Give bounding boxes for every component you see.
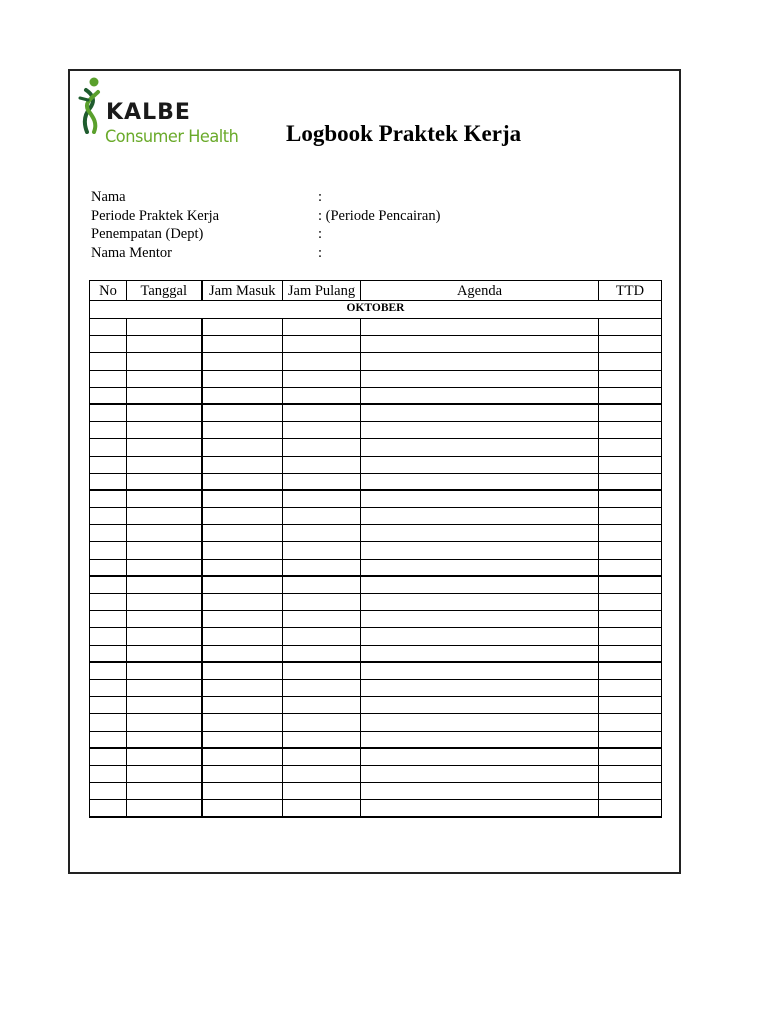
cell-ttd <box>599 559 662 576</box>
logbook-table <box>89 280 662 818</box>
cell-no <box>90 542 127 559</box>
table-row <box>90 576 662 593</box>
table-row <box>90 559 662 576</box>
cell-agenda <box>361 353 599 370</box>
cell-jam-masuk <box>202 319 283 336</box>
cell-agenda <box>361 576 599 593</box>
cell-no <box>90 576 127 593</box>
cell-no <box>90 490 127 507</box>
cell-jam-masuk <box>202 714 283 731</box>
cell-jam-masuk <box>202 490 283 507</box>
cell-jam-pulang <box>283 353 361 370</box>
cell-jam-pulang <box>283 645 361 662</box>
cell-agenda <box>361 594 599 611</box>
cell-jam-masuk <box>202 370 283 387</box>
cell-agenda <box>361 525 599 542</box>
cell-no <box>90 765 127 782</box>
cell-jam-masuk <box>202 662 283 679</box>
cell-ttd <box>599 525 662 542</box>
cell-no <box>90 525 127 542</box>
cell-tanggal <box>127 645 202 662</box>
cell-jam-pulang <box>283 748 361 765</box>
info-value: : <box>318 244 323 261</box>
cell-jam-pulang <box>283 490 361 507</box>
cell-agenda <box>361 679 599 696</box>
cell-no <box>90 439 127 456</box>
cell-ttd <box>599 662 662 679</box>
cell-jam-masuk <box>202 473 283 490</box>
cell-jam-pulang <box>283 611 361 628</box>
cell-ttd <box>599 370 662 387</box>
cell-tanggal <box>127 662 202 679</box>
cell-jam-pulang <box>283 765 361 782</box>
cell-ttd <box>599 542 662 559</box>
table-row <box>90 387 662 404</box>
info-value: : <box>318 226 323 242</box>
cell-tanggal <box>127 594 202 611</box>
cell-jam-pulang <box>283 662 361 679</box>
cell-jam-masuk <box>202 559 283 576</box>
table-row <box>90 628 662 645</box>
cell-jam-pulang <box>283 679 361 696</box>
cell-agenda <box>361 783 599 800</box>
cell-ttd <box>599 748 662 765</box>
table-row <box>90 662 662 679</box>
cell-jam-masuk <box>202 645 283 662</box>
table-row <box>90 542 662 559</box>
table-row <box>90 679 662 696</box>
table-row <box>90 525 662 542</box>
cell-no <box>90 748 127 765</box>
table-row <box>90 353 662 370</box>
cell-tanggal <box>127 731 202 748</box>
logo-brand-text: KALBE <box>106 100 191 125</box>
cell-ttd <box>599 576 662 593</box>
cell-jam-masuk <box>202 439 283 456</box>
cell-tanggal <box>127 542 202 559</box>
cell-jam-pulang <box>283 319 361 336</box>
cell-agenda <box>361 439 599 456</box>
cell-no <box>90 353 127 370</box>
cell-agenda <box>361 456 599 473</box>
cell-agenda <box>361 731 599 748</box>
table-row <box>90 645 662 662</box>
cell-no <box>90 404 127 421</box>
cell-tanggal <box>127 508 202 525</box>
cell-agenda <box>361 645 599 662</box>
table-row <box>90 765 662 782</box>
cell-agenda <box>361 662 599 679</box>
cell-jam-masuk <box>202 765 283 782</box>
cell-jam-masuk <box>202 387 283 404</box>
cell-agenda <box>361 748 599 765</box>
cell-jam-pulang <box>283 422 361 439</box>
cell-jam-masuk <box>202 525 283 542</box>
cell-ttd <box>599 645 662 662</box>
cell-agenda <box>361 697 599 714</box>
cell-tanggal <box>127 576 202 593</box>
table-row <box>90 319 662 336</box>
cell-ttd <box>599 456 662 473</box>
cell-tanggal <box>127 679 202 696</box>
document-title: Logbook Praktek Kerja <box>286 121 522 146</box>
table-row <box>90 439 662 456</box>
cell-tanggal <box>127 559 202 576</box>
table-row <box>90 731 662 748</box>
cell-jam-masuk <box>202 594 283 611</box>
cell-tanggal <box>127 714 202 731</box>
cell-no <box>90 731 127 748</box>
table-row <box>90 783 662 800</box>
table-row <box>90 456 662 473</box>
table-row <box>90 490 662 507</box>
cell-jam-masuk <box>202 576 283 593</box>
cell-ttd <box>599 628 662 645</box>
cell-ttd <box>599 473 662 490</box>
table-row <box>90 594 662 611</box>
cell-ttd <box>599 490 662 507</box>
cell-agenda <box>361 422 599 439</box>
cell-agenda <box>361 490 599 507</box>
logo-division-text: Consumer Health <box>105 127 239 147</box>
cell-no <box>90 387 127 404</box>
cell-jam-masuk <box>202 800 283 817</box>
cell-tanggal <box>127 353 202 370</box>
cell-agenda <box>361 559 599 576</box>
cell-jam-pulang <box>283 731 361 748</box>
cell-agenda <box>361 714 599 731</box>
cell-ttd <box>599 422 662 439</box>
table-row <box>90 422 662 439</box>
cell-agenda <box>361 387 599 404</box>
cell-jam-masuk <box>202 404 283 421</box>
header-no: No <box>90 281 127 301</box>
header-ttd: TTD <box>599 281 662 301</box>
cell-jam-pulang <box>283 783 361 800</box>
cell-no <box>90 473 127 490</box>
cell-jam-pulang <box>283 800 361 817</box>
cell-jam-pulang <box>283 714 361 731</box>
cell-tanggal <box>127 765 202 782</box>
cell-ttd <box>599 731 662 748</box>
header-agenda: Agenda <box>361 281 599 301</box>
cell-tanggal <box>127 404 202 421</box>
cell-no <box>90 645 127 662</box>
info-label: Nama Mentor <box>91 244 172 261</box>
cell-agenda <box>361 800 599 817</box>
cell-ttd <box>599 353 662 370</box>
cell-no <box>90 800 127 817</box>
cell-agenda <box>361 508 599 525</box>
cell-no <box>90 370 127 387</box>
cell-no <box>90 714 127 731</box>
cell-ttd <box>599 336 662 353</box>
cell-no <box>90 594 127 611</box>
cell-jam-pulang <box>283 473 361 490</box>
cell-ttd <box>599 319 662 336</box>
cell-no <box>90 559 127 576</box>
table-row <box>90 800 662 817</box>
kalbe-figure-icon <box>78 76 104 134</box>
cell-no <box>90 611 127 628</box>
cell-ttd <box>599 594 662 611</box>
cell-ttd <box>599 765 662 782</box>
cell-jam-pulang <box>283 576 361 593</box>
header-jam-masuk: Jam Masuk <box>202 281 283 301</box>
header-jam-pulang: Jam Pulang <box>283 281 361 301</box>
cell-ttd <box>599 783 662 800</box>
cell-no <box>90 422 127 439</box>
cell-jam-masuk <box>202 422 283 439</box>
cell-agenda <box>361 473 599 490</box>
cell-no <box>90 508 127 525</box>
cell-tanggal <box>127 319 202 336</box>
cell-tanggal <box>127 439 202 456</box>
kalbe-logo <box>78 76 258 156</box>
cell-jam-masuk <box>202 697 283 714</box>
info-label: Penempatan (Dept) <box>91 226 204 242</box>
cell-jam-masuk <box>202 353 283 370</box>
info-value: : <box>318 189 323 205</box>
cell-jam-masuk <box>202 542 283 559</box>
cell-ttd <box>599 508 662 525</box>
cell-jam-masuk <box>202 679 283 696</box>
cell-no <box>90 697 127 714</box>
table-row <box>90 370 662 387</box>
table-row <box>90 473 662 490</box>
cell-tanggal <box>127 473 202 490</box>
month-row <box>90 301 662 319</box>
info-label: Nama <box>91 189 126 205</box>
cell-jam-masuk <box>202 336 283 353</box>
table-header-row <box>90 281 662 301</box>
cell-agenda <box>361 336 599 353</box>
cell-jam-masuk <box>202 731 283 748</box>
cell-ttd <box>599 679 662 696</box>
cell-tanggal <box>127 525 202 542</box>
month-label: OKTOBER <box>90 301 662 319</box>
cell-tanggal <box>127 748 202 765</box>
cell-no <box>90 783 127 800</box>
cell-ttd <box>599 387 662 404</box>
cell-jam-masuk <box>202 748 283 765</box>
cell-jam-pulang <box>283 697 361 714</box>
cell-agenda <box>361 404 599 421</box>
cell-jam-pulang <box>283 387 361 404</box>
table-row <box>90 336 662 353</box>
cell-jam-pulang <box>283 456 361 473</box>
table-row <box>90 714 662 731</box>
cell-jam-masuk <box>202 611 283 628</box>
cell-jam-pulang <box>283 628 361 645</box>
cell-tanggal <box>127 387 202 404</box>
cell-jam-pulang <box>283 439 361 456</box>
cell-jam-masuk <box>202 508 283 525</box>
info-value: : (Periode Pencairan) <box>318 207 441 224</box>
cell-jam-pulang <box>283 370 361 387</box>
cell-agenda <box>361 765 599 782</box>
cell-ttd <box>599 714 662 731</box>
cell-jam-masuk <box>202 456 283 473</box>
table-row <box>90 404 662 421</box>
cell-jam-masuk <box>202 783 283 800</box>
cell-ttd <box>599 697 662 714</box>
cell-tanggal <box>127 370 202 387</box>
cell-tanggal <box>127 422 202 439</box>
cell-tanggal <box>127 628 202 645</box>
cell-tanggal <box>127 611 202 628</box>
cell-tanggal <box>127 456 202 473</box>
cell-no <box>90 662 127 679</box>
cell-tanggal <box>127 697 202 714</box>
cell-jam-pulang <box>283 404 361 421</box>
cell-no <box>90 628 127 645</box>
info-label: Periode Praktek Kerja <box>91 207 220 224</box>
cell-agenda <box>361 542 599 559</box>
table-row <box>90 748 662 765</box>
cell-agenda <box>361 628 599 645</box>
cell-ttd <box>599 404 662 421</box>
cell-no <box>90 679 127 696</box>
cell-tanggal <box>127 783 202 800</box>
cell-agenda <box>361 370 599 387</box>
table-row <box>90 611 662 628</box>
cell-jam-pulang <box>283 594 361 611</box>
cell-agenda <box>361 319 599 336</box>
cell-tanggal <box>127 336 202 353</box>
cell-jam-pulang <box>283 559 361 576</box>
cell-ttd <box>599 611 662 628</box>
cell-ttd <box>599 439 662 456</box>
cell-ttd <box>599 800 662 817</box>
table-row <box>90 697 662 714</box>
cell-jam-pulang <box>283 336 361 353</box>
header-tanggal: Tanggal <box>127 281 202 301</box>
cell-no <box>90 336 127 353</box>
cell-jam-masuk <box>202 628 283 645</box>
cell-no <box>90 456 127 473</box>
cell-tanggal <box>127 490 202 507</box>
cell-tanggal <box>127 800 202 817</box>
cell-jam-pulang <box>283 525 361 542</box>
cell-no <box>90 319 127 336</box>
cell-agenda <box>361 611 599 628</box>
table-row <box>90 508 662 525</box>
cell-jam-pulang <box>283 508 361 525</box>
cell-jam-pulang <box>283 542 361 559</box>
